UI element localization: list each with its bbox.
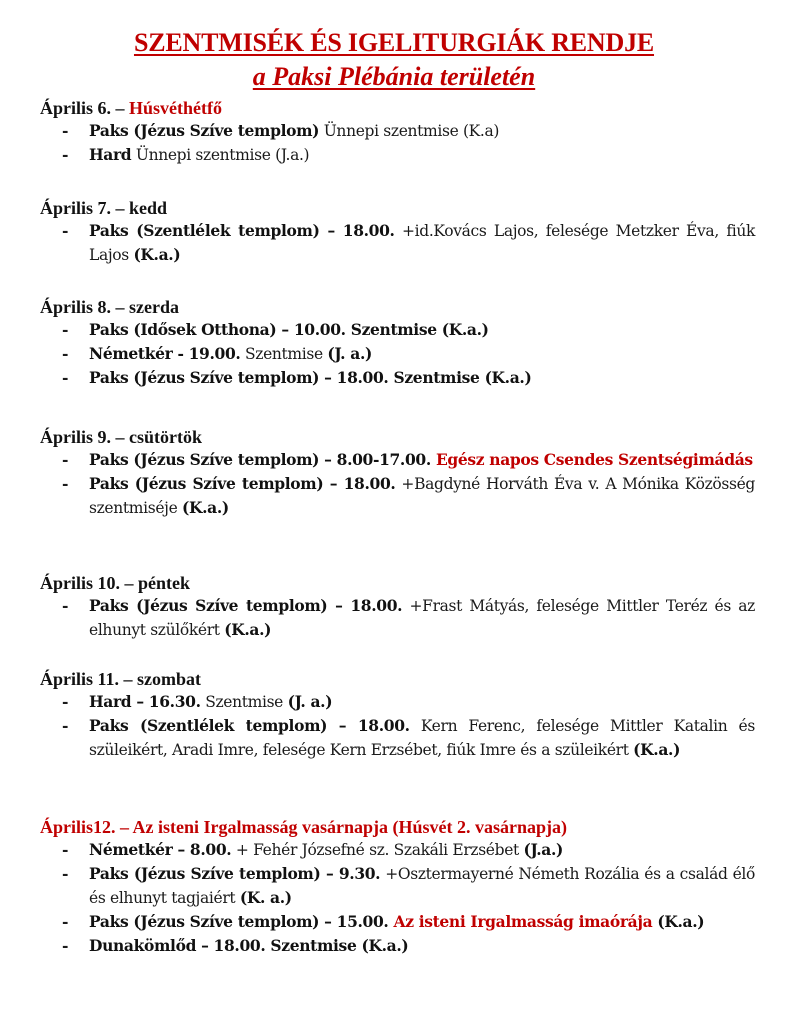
location-time: Hard [89, 145, 132, 164]
list-dash: - [62, 344, 69, 363]
mass-description: +id.Kovács Lajos, felesége Metzker Éva, fiúk Lajos [89, 222, 755, 264]
mass-description: +Frast Mátyás, felesége Mittler Teréz és az elhunyt szülőkért [89, 597, 755, 639]
mass-item [40, 143, 755, 167]
mass-item [40, 448, 755, 472]
celebrant: (J. a.) [287, 692, 333, 711]
mass-description: Ünnepi szentmise (K.a) [319, 122, 500, 140]
list-dash: - [62, 474, 69, 493]
celebrant: (K.a.) [224, 620, 272, 639]
mass-description: Szentmise [200, 693, 288, 711]
mass-item [40, 342, 755, 366]
event-highlight: Az isteni Irgalmasság imaórája [388, 912, 653, 931]
mass-item [40, 862, 755, 910]
day-section-april-7 [40, 197, 755, 267]
location-time: Paks (Szentlélek templom) – 18.00. [89, 221, 395, 240]
location-time: Paks (Idősek Otthona) – 10.00. Szentmise (K.a.) [89, 320, 489, 339]
mass-description: Szentmise [240, 345, 328, 363]
day-heading: Április 9. – csütörtök [40, 427, 202, 447]
day-date: Április 6. – [40, 98, 125, 118]
event-highlight: Egész napos Csendes Szentségimádás [430, 450, 753, 469]
location-time: Paks (Jézus Szíve templom) – 9.30. [89, 864, 381, 883]
celebrant: (K.a.) [182, 498, 229, 517]
mass-item [40, 366, 755, 390]
mass-list [40, 448, 755, 520]
mass-item [40, 690, 755, 714]
list-dash: - [62, 840, 69, 859]
day-heading: Április 11. – szombat [40, 669, 202, 689]
location-time: Paks (Szentlélek templom) – 18.00. [89, 716, 410, 735]
celebrant: (K.a.) [133, 245, 181, 264]
location-time: Paks (Jézus Szíve templom) – 8.00-17.00. [89, 450, 431, 469]
mass-description: + Fehér Józsefné sz. Szakáli Erzsébet [231, 841, 524, 859]
document-title: SZENTMISÉK ÉS IGELITURGIÁK RENDJE [133, 28, 655, 57]
celebrant: (K.a.) [652, 912, 705, 931]
day-heading: Április12. – Az isteni Irgalmasság vasárnapja (Húsvét 2. vasárnapja) [40, 817, 568, 837]
mass-item [40, 838, 755, 862]
celebrant: (J.a.) [523, 840, 564, 859]
mass-list [40, 119, 755, 167]
day-section-april-11 [40, 668, 755, 762]
day-section-april-8 [40, 296, 755, 390]
list-dash: - [62, 121, 69, 140]
location-time: Paks (Jézus Szíve templom) – 18.00. [89, 596, 403, 615]
location-time: Németkér - 19.00. [89, 344, 241, 363]
mass-item [40, 219, 755, 267]
list-dash: - [62, 912, 69, 931]
list-dash: - [62, 692, 69, 711]
day-section-april-6 [40, 97, 755, 167]
day-section-april-10 [40, 572, 755, 642]
list-dash: - [62, 936, 69, 955]
mass-list [40, 838, 755, 958]
day-heading [40, 97, 755, 119]
mass-list [40, 318, 755, 390]
mass-description: +Osztermayerné Németh Rozália és a család élő és elhunyt tagjaiért [89, 865, 755, 907]
day-heading: Április 8. – szerda [40, 297, 179, 317]
celebrant: (K.a.) [633, 740, 681, 759]
day-heading: Április 10. – péntek [40, 573, 191, 593]
mass-description: Ünnepi szentmise (J.a.) [131, 146, 310, 164]
document-subtitle: a Paksi Plébánia területén [252, 62, 536, 91]
list-dash: - [62, 450, 69, 469]
day-name: Húsvéthétfő [129, 98, 223, 118]
list-dash: - [62, 221, 69, 240]
location-time: Paks (Jézus Szíve templom) – 18.00. [89, 474, 396, 493]
mass-description: Kern Ferenc, felesége Mittler Katalin és szüleikért, Aradi Imre, felesége Kern Erzsébet, fiúk Imre és a szüleikért [89, 717, 755, 759]
location-time: Németkér – 8.00. [89, 840, 232, 859]
mass-list [40, 219, 755, 267]
list-dash: - [62, 716, 69, 735]
day-section-april-9 [40, 426, 755, 520]
mass-item [40, 594, 755, 642]
list-dash: - [62, 596, 69, 615]
mass-item [40, 714, 755, 762]
list-dash: - [62, 368, 69, 387]
list-dash: - [62, 864, 69, 883]
mass-item [40, 119, 755, 143]
list-dash: - [62, 320, 69, 339]
mass-list [40, 690, 755, 762]
location-time: Paks (Jézus Szíve templom) [89, 121, 320, 140]
location-time: Paks (Jézus Szíve templom) – 15.00. [89, 912, 389, 931]
mass-item [40, 318, 755, 342]
location-time: Paks (Jézus Szíve templom) – 18.00. Szentmise (K.a.) [89, 368, 532, 387]
mass-item [40, 472, 755, 520]
celebrant: (J. a.) [327, 344, 372, 363]
mass-description: +Bagdyné Horváth Éva v. A Mónika Közösség szentmiséje [89, 475, 755, 517]
location-time: Dunakömlőd – 18.00. Szentmise (K.a.) [89, 936, 409, 955]
mass-list [40, 594, 755, 642]
day-section-april-12 [40, 816, 755, 958]
day-heading: Április 7. – kedd [40, 198, 168, 218]
celebrant: (K. a.) [239, 888, 292, 907]
list-dash: - [62, 145, 69, 164]
mass-item [40, 934, 755, 958]
mass-item [40, 910, 755, 934]
location-time: Hard – 16.30. [89, 692, 201, 711]
